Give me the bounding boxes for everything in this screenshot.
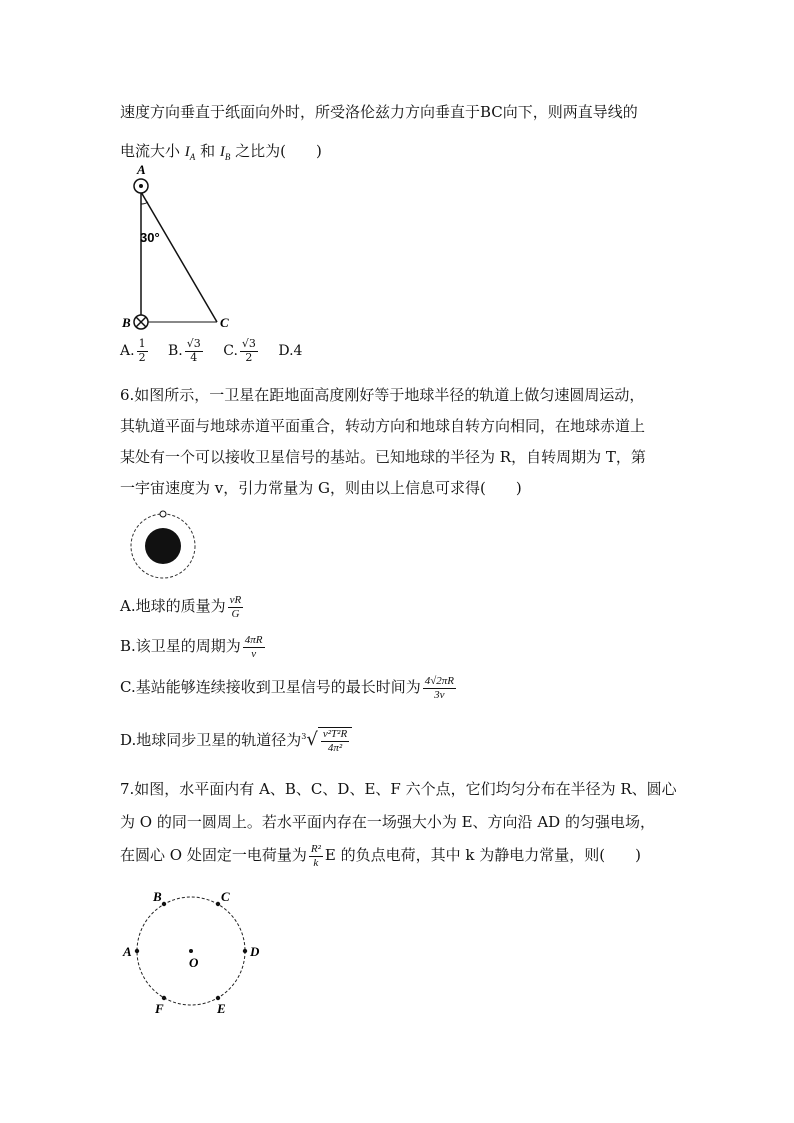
label-E: E xyxy=(217,1001,226,1016)
q7-text-line2: 为 O 的同一圆周上。若水平面内存在一场强大小为 E、方向沿 AD 的匀强电场， xyxy=(120,813,655,831)
q5-option-a[interactable]: A. $\frac{1}{2}$ xyxy=(120,337,146,364)
label-C: C xyxy=(220,315,229,330)
q6-option-a[interactable]: A.地球的质量为 $\frac{vR}{G}$ xyxy=(120,594,242,620)
point-C xyxy=(216,902,220,906)
q5-option-b[interactable]: B. $\frac{√3}{4}$ xyxy=(168,337,201,364)
q6-option-b[interactable]: B.该卫星的周期为 $\frac{4\pi R}{v}$ xyxy=(120,634,263,660)
q6-option-c[interactable]: C.基站能够连续接收到卫星信号的最长时间为 $\frac{4√2\pi R}{3v}$ xyxy=(120,675,454,701)
q6-option-d[interactable]: D.地球同步卫星的轨道径为$^3$√ $\frac{\text{v²T²R}}{\text{4π²}}$ xyxy=(120,727,352,754)
point-D xyxy=(243,949,247,953)
label-C: C xyxy=(221,889,230,904)
q6-text-line1: 6.如图所示，一卫星在距地面高度刚好等于地球半径的轨道上做匀速圆周运动， xyxy=(120,386,645,404)
point-B xyxy=(162,902,166,906)
angle-arc xyxy=(141,202,148,204)
point-A xyxy=(135,949,139,953)
earth xyxy=(145,528,181,564)
q5-text-line2: 电流大小 $I_A$ 和 $I_B$ 之比为( ) xyxy=(120,142,322,162)
label-O: O xyxy=(189,955,199,970)
side-AC xyxy=(141,192,217,322)
q5-option-d[interactable]: D.4 xyxy=(278,343,303,360)
satellite-icon xyxy=(160,511,166,517)
q6-orbit-figure xyxy=(125,508,205,583)
q7-text-line3: 在圆心 O 处固定一电荷量为 $\frac{\text{R²}}{k}$ E 的负点电荷，其中 k 为静电力常量，则( ) xyxy=(120,843,641,869)
label-B: B xyxy=(153,889,162,904)
label-F: F xyxy=(155,1001,164,1016)
point-O xyxy=(189,949,193,953)
q7-text-line1: 7.如图，水平面内有 A、B、C、D、E、F 六个点，它们均匀分布在半径为 R、圆心 xyxy=(120,780,677,798)
label-A: A xyxy=(137,162,146,177)
q6-text-line2: 其轨道平面与地球赤道平面重合，转动方向和地球自转方向相同，在地球赤道上 xyxy=(120,417,646,435)
label-A: A xyxy=(123,944,132,959)
point-F xyxy=(162,996,166,1000)
point-E xyxy=(216,996,220,1000)
label-B: B xyxy=(122,315,131,330)
q6-text-line4: 一宇宙速度为 v，引力常量为 G，则由以上信息可求得( ) xyxy=(120,479,522,497)
q6-text-line3: 某处有一个可以接收卫星信号的基站。已知地球的半径为 R，自转周期为 T，第 xyxy=(120,448,646,466)
current-IB: $I_B$ xyxy=(219,144,231,162)
q5-options xyxy=(120,338,316,364)
q7-circle-figure xyxy=(115,885,275,1020)
label-D: D xyxy=(250,944,260,959)
q5-option-c[interactable]: C. $\frac{√3}{2}$ xyxy=(223,337,256,364)
current-IA: $I_A$ xyxy=(184,144,196,162)
q5-text-line1: 速度方向垂直于纸面向外时，所受洛伦兹力方向垂直于BC向下，则两直导线的 xyxy=(120,103,638,121)
q5-triangle-figure xyxy=(110,160,240,335)
angle-label: 30° xyxy=(140,230,160,245)
